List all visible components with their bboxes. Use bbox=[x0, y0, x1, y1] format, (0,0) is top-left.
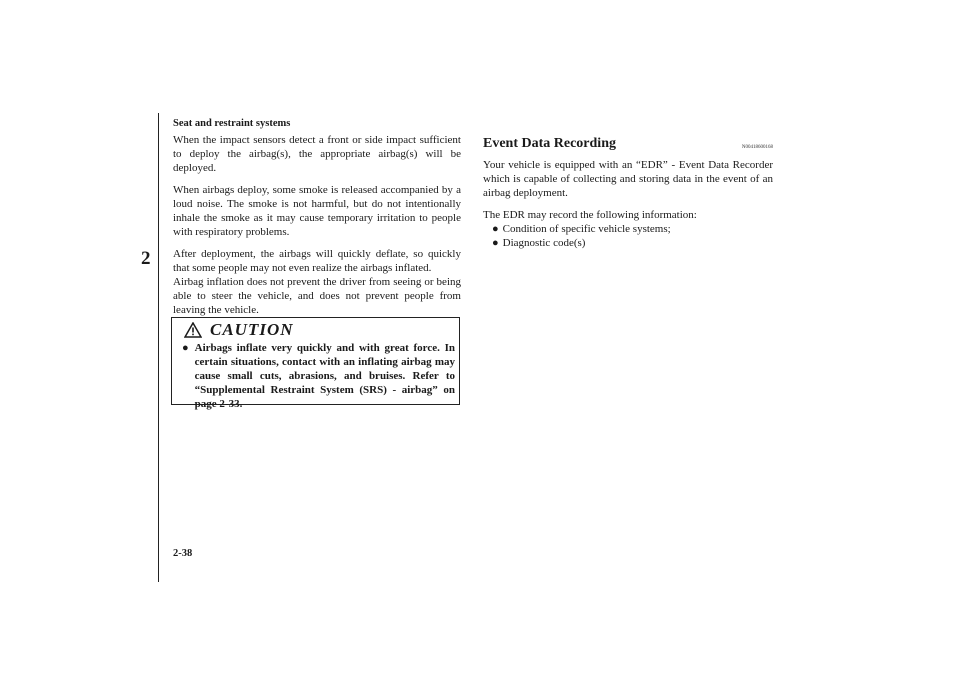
bullet-icon: ● bbox=[492, 237, 499, 249]
list-item-text: Diagnostic code(s) bbox=[502, 237, 586, 249]
caution-box bbox=[171, 317, 460, 410]
paragraph-deflate: After deployment, the airbags will quickly deflate, so quickly that some people may not even realize the airbags inflated. bbox=[173, 248, 461, 274]
paragraph-impact-sensors: When the impact sensors detect a front or side impact sufficient to deploy the airbag(s), the appropriate airbag(s) will be deployed. bbox=[173, 134, 461, 174]
reference-code: N00418600168 bbox=[741, 145, 773, 150]
chapter-number: 2 bbox=[141, 248, 151, 269]
right-column bbox=[483, 136, 773, 250]
bullet-icon: ● bbox=[492, 223, 499, 235]
heading-row bbox=[483, 136, 773, 152]
section-heading: Event Data Recording bbox=[483, 136, 616, 151]
list-intro: The EDR may record the following information: bbox=[483, 209, 697, 221]
caution-header bbox=[184, 320, 294, 340]
list-item bbox=[483, 222, 773, 236]
paragraph-smoke: When airbags deploy, some smoke is released accompanied by a loud noise. The smoke is not harmful, but do not intentionally inhale the smoke as it may cause temporary irritation to people with respiratory problems. bbox=[173, 184, 461, 238]
caution-text: Airbags inflate very quickly and with great force. In certain situations, contact with an inflating airbag may cause small cuts, abrasions, and bruises. Refer to “Supplemental Restraint System (SRS) - airbag” on page 2-33. bbox=[194, 342, 455, 410]
left-column bbox=[173, 133, 461, 325]
paragraph-edr: Your vehicle is equipped with an “EDR” - Event Data Recorder which is capable of collecting and storing data in the event of an airbag deployment. bbox=[483, 159, 773, 199]
bullet-icon: ● bbox=[182, 342, 189, 354]
info-list bbox=[483, 222, 773, 250]
caution-body bbox=[182, 341, 455, 411]
section-header: Seat and restraint systems bbox=[173, 118, 291, 129]
chapter-tab bbox=[0, 113, 159, 582]
paragraph-inflation: Airbag inflation does not prevent the driver from seeing or being able to steer the vehicle, and does not prevent people from leaving the vehicle. bbox=[173, 276, 461, 316]
list-item-text: Condition of specific vehicle systems; bbox=[502, 223, 671, 235]
page-number: 2-38 bbox=[173, 548, 193, 559]
warning-triangle-icon bbox=[184, 322, 202, 338]
caution-title: CAUTION bbox=[210, 320, 294, 339]
list-item bbox=[483, 236, 773, 250]
